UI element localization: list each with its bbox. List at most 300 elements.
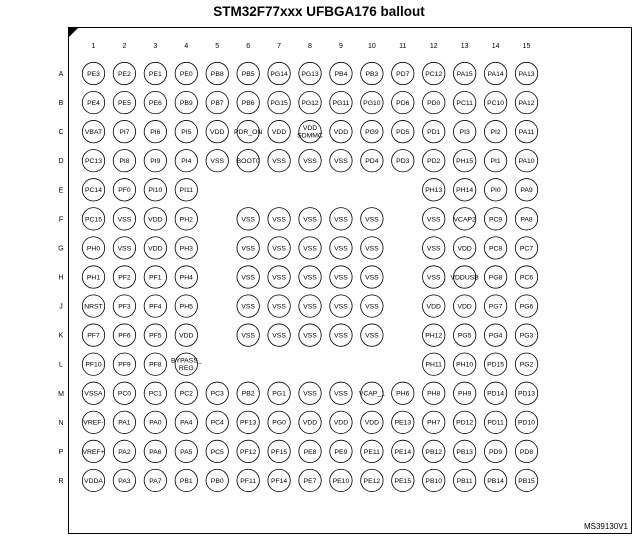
ball: [299, 324, 321, 346]
ball: [175, 266, 197, 288]
ball: [144, 120, 166, 142]
ball-label: VSS: [241, 216, 255, 224]
ball: [423, 208, 445, 230]
ball-label: PH3: [179, 245, 193, 253]
ball: [392, 469, 414, 491]
ball: [515, 179, 537, 201]
ball: [423, 237, 445, 259]
ball-label: VSS: [303, 245, 317, 253]
ball: [515, 208, 537, 230]
ball: [453, 295, 475, 317]
ball-label: PD14: [487, 390, 505, 398]
ball-label: PA11: [518, 129, 535, 137]
ball-label: PD13: [518, 390, 536, 398]
ball-label: PI7: [119, 129, 130, 137]
ball-label: VBAT: [84, 129, 103, 137]
ball: [330, 382, 352, 404]
ball-label: PD5: [396, 129, 410, 137]
ball-label: PA8: [520, 216, 533, 224]
ball: [423, 150, 445, 172]
ball: [82, 440, 104, 462]
ball-label: PG6: [519, 303, 534, 311]
ball-label: PG13: [301, 70, 319, 78]
ball: [330, 411, 352, 433]
ball-label: VSS: [303, 303, 317, 311]
ball-label: PD12: [456, 419, 474, 427]
ball-label: VSS: [117, 216, 132, 224]
ball: [82, 469, 104, 491]
ball-label: VDD: [457, 245, 472, 253]
ball-label: PD15: [487, 361, 505, 369]
ball: [175, 469, 197, 491]
ball-label: VDD: [179, 332, 194, 340]
ball: [82, 208, 104, 230]
ball-label: PF7: [87, 332, 100, 340]
ball: [268, 469, 290, 491]
ball: [515, 469, 537, 491]
ball: [484, 179, 506, 201]
ball-label: PG3: [519, 332, 534, 340]
ball-label: PB15: [518, 477, 535, 485]
ball: [453, 208, 476, 230]
ball-label: PA3: [118, 477, 131, 485]
ball-label: PF8: [149, 361, 162, 369]
ball-label: PE0: [179, 70, 193, 78]
ball-label: PI4: [181, 158, 192, 166]
ball-label: PB2: [241, 390, 255, 398]
ball-label: VDD: [210, 129, 225, 137]
ball-label: PA9: [520, 187, 533, 195]
ball-label: PA12: [518, 99, 535, 107]
ball: [82, 150, 104, 172]
column-label: 10: [367, 43, 376, 50]
ball: [82, 62, 104, 84]
ball: [359, 382, 385, 404]
ball-label: PF0: [118, 187, 131, 195]
ball-label: PE4: [87, 99, 100, 107]
ball: [113, 91, 135, 113]
ball-label: PI2: [490, 129, 501, 137]
ball-label: PC11: [456, 99, 473, 107]
ball: [453, 353, 475, 375]
ball-label: VSS: [303, 274, 317, 282]
ball-label: PC9: [488, 216, 503, 224]
ball: [392, 382, 414, 404]
ball: [423, 324, 445, 346]
ball-label: PG1: [272, 390, 286, 398]
ball: [268, 120, 290, 142]
ball-label: PF1: [149, 274, 162, 282]
ball: [113, 150, 135, 172]
row-label: G: [58, 245, 64, 253]
ball-label: PB8: [210, 70, 224, 78]
ball: [268, 62, 290, 84]
ball-label: PI11: [179, 187, 194, 195]
ball-label: PB9: [179, 99, 193, 107]
ball: [206, 62, 228, 84]
ball: [423, 62, 445, 84]
ball-label: PG14: [270, 70, 288, 78]
ball: [113, 266, 135, 288]
ball: [330, 62, 352, 84]
ball-label: PI3: [459, 129, 470, 137]
row-label: C: [58, 129, 64, 137]
ball-label: PE9: [334, 448, 348, 456]
ball-label: VDDA: [84, 477, 103, 485]
ball: [113, 382, 135, 404]
ball-label: PB10: [425, 477, 443, 485]
ball-label: VSS: [365, 274, 379, 282]
ball-label: VSS: [334, 332, 348, 340]
ball-label: VSS: [426, 245, 441, 253]
ball: [175, 91, 197, 113]
column-label: 9: [338, 43, 343, 50]
ball-label: PE3: [87, 70, 100, 78]
ball-label: PA10: [518, 158, 535, 166]
ball-label: VSS: [426, 274, 441, 282]
ball: [237, 295, 259, 317]
ball: [237, 91, 259, 113]
column-label: 8: [308, 43, 312, 50]
ball-label: PH12: [425, 332, 443, 340]
ball: [453, 91, 475, 113]
ball: [330, 295, 352, 317]
column-label: 3: [153, 43, 158, 50]
ball: [268, 324, 290, 346]
ball-label: PC6: [519, 274, 534, 282]
ball: [484, 62, 506, 84]
ball-label: VSS: [272, 332, 286, 340]
ball: [361, 237, 383, 259]
ball-label: PH0: [86, 245, 101, 253]
ball-label: PF10: [85, 361, 102, 369]
ball: [144, 411, 166, 433]
ball-label: VREF+: [82, 448, 105, 456]
ball: [113, 324, 135, 346]
ball-label: PG15: [270, 99, 288, 107]
ball: [299, 62, 321, 84]
ball-label: PH7: [427, 419, 441, 427]
ball-label: BOOT0: [236, 158, 260, 166]
ball-label: PB13: [456, 448, 473, 456]
ball-label: PH6: [396, 390, 410, 398]
ball-label: VSS: [210, 158, 225, 166]
ball-label: PG8: [488, 274, 503, 282]
ball-label: PH13: [425, 187, 443, 195]
ball-label: PG0: [272, 419, 286, 427]
ball-label: VSS: [365, 245, 379, 253]
ball: [82, 91, 104, 113]
ball: [484, 120, 506, 142]
ball: [144, 237, 166, 259]
ball: [299, 91, 321, 113]
ball-label: PF12: [240, 448, 257, 456]
ball-label: PG10: [363, 99, 381, 107]
ball: [423, 179, 445, 201]
ball-label: PB7: [210, 99, 224, 107]
ball: [330, 120, 352, 142]
ball: [392, 120, 414, 142]
ball-label: PE11: [363, 448, 380, 456]
ball-label: VSS: [303, 216, 317, 224]
ball: [82, 324, 104, 346]
ball: [361, 440, 383, 462]
ball: [484, 295, 506, 317]
ball: [144, 353, 166, 375]
ball-label: PH10: [456, 361, 474, 369]
ball: [484, 440, 506, 462]
ball: [423, 266, 445, 288]
ball-label: PF13: [240, 419, 257, 427]
ball: [234, 120, 262, 142]
ball-label: PE10: [332, 477, 350, 485]
column-label: 13: [460, 43, 469, 50]
ball: [144, 324, 166, 346]
ball-label: NRST: [84, 303, 103, 311]
ball-label: VDD: [271, 129, 287, 137]
ball: [175, 150, 197, 172]
ball-label: PA13: [518, 70, 535, 78]
ball-label: PD2: [427, 158, 441, 166]
ball: [484, 324, 506, 346]
ball-label: VDD: [148, 216, 163, 224]
ball-label: BYPASS_: [171, 357, 202, 365]
ball-label: PG2: [519, 361, 534, 369]
ball: [515, 120, 537, 142]
ball-label: PA2: [118, 448, 131, 456]
ball-label: PF5: [149, 332, 162, 340]
ball: [144, 440, 166, 462]
ball: [423, 469, 445, 491]
ball-label: PA7: [149, 477, 162, 485]
ball-label: PC4: [210, 419, 224, 427]
ball: [423, 353, 445, 375]
ball-label: VCAP_1: [358, 390, 385, 398]
ball-label: PE6: [148, 99, 162, 107]
ball: [237, 324, 259, 346]
ball: [268, 91, 290, 113]
ball-label: VCAP2: [453, 216, 476, 224]
ball-label: PF9: [118, 361, 131, 369]
ball: [515, 411, 537, 433]
ball-label: VSSA: [84, 390, 103, 398]
ball: [206, 91, 228, 113]
ball: [237, 237, 259, 259]
ball: [206, 120, 228, 142]
ball-label: VSS: [241, 332, 255, 340]
ball: [206, 469, 228, 491]
ball: [484, 91, 506, 113]
ball-label: VSS: [426, 216, 441, 224]
ball: [453, 62, 475, 84]
ball-label: PI8: [119, 158, 130, 166]
ball: [392, 411, 414, 433]
ball-label: VSS: [365, 332, 379, 340]
ball: [113, 469, 135, 491]
ball-label: VSS: [334, 158, 348, 166]
ball: [515, 150, 537, 172]
ball: [392, 440, 414, 462]
ball-label: PH11: [425, 361, 442, 369]
ball: [113, 62, 135, 84]
row-label: L: [59, 361, 63, 369]
ball-label: PC7: [519, 245, 534, 253]
ball-label: PC12: [425, 70, 443, 78]
ball-label: PH1: [86, 274, 101, 282]
column-label: 12: [429, 43, 438, 50]
ball-label: PF11: [240, 477, 257, 485]
ball-label: PC1: [148, 390, 162, 398]
ball-label: PH9: [458, 390, 472, 398]
row-label: F: [58, 216, 64, 224]
ball-label: PD11: [487, 419, 504, 427]
ball-label: PE12: [363, 477, 381, 485]
ball: [268, 208, 290, 230]
row-label: E: [58, 187, 64, 195]
ball: [330, 150, 352, 172]
ball: [330, 469, 352, 491]
ball-label: PB12: [425, 448, 443, 456]
ball: [299, 440, 321, 462]
ball: [175, 382, 197, 404]
ball-label: VSS: [272, 158, 286, 166]
ball-label: PH14: [456, 187, 474, 195]
ball-label: VSS: [241, 303, 255, 311]
ball-label: PH15: [456, 158, 474, 166]
ball: [453, 440, 475, 462]
ball: [484, 208, 506, 230]
ball: [144, 295, 166, 317]
ball: [268, 295, 290, 317]
ball: [82, 382, 104, 404]
ball-label: PG9: [365, 129, 379, 137]
ball-label: PB14: [487, 477, 504, 485]
ball: [453, 237, 475, 259]
ball: [175, 62, 197, 84]
ball: [515, 353, 537, 375]
ball: [453, 150, 475, 172]
ball-label: PA4: [180, 419, 193, 427]
ball: [361, 295, 383, 317]
ball-label: VDD: [457, 303, 472, 311]
ball: [361, 62, 383, 84]
ball: [423, 120, 445, 142]
ball-label: VSS: [272, 245, 286, 253]
ball: [206, 411, 228, 433]
ball-label: PB6: [241, 99, 255, 107]
ball-label: PG5: [457, 332, 472, 340]
ball: [392, 150, 414, 172]
ball-label: PDR_ON: [233, 129, 263, 137]
ball: [361, 266, 383, 288]
diagram-title: STM32F77xxx UFBGA176 ballout: [213, 4, 425, 19]
ball: [361, 150, 383, 172]
ball: [361, 120, 383, 142]
ball-label: VDD: [302, 124, 318, 132]
ball-label: VDD: [333, 419, 349, 427]
figure-reference: MS39130V1: [583, 522, 628, 531]
ball-label: PB1: [179, 477, 193, 485]
ball-label: PB5: [241, 70, 255, 78]
ball-label: PH8: [427, 390, 441, 398]
ball-label: VDD: [364, 419, 380, 427]
ball-label: PI5: [181, 129, 192, 137]
row-label: P: [58, 448, 64, 456]
ball: [113, 411, 135, 433]
ball: [206, 382, 228, 404]
ball-label: PH2: [179, 216, 193, 224]
ball-label: VDDUSB: [450, 274, 479, 282]
column-label: 6: [246, 43, 251, 50]
ball-label: VSS: [334, 245, 348, 253]
ball-label: PB11: [456, 477, 473, 485]
ball-label: VSS: [303, 390, 317, 398]
ball: [171, 353, 202, 375]
ball: [515, 237, 537, 259]
ball-label: PA15: [456, 70, 473, 78]
ball: [113, 295, 135, 317]
ball: [206, 440, 228, 462]
row-label: A: [58, 71, 64, 78]
ball: [299, 382, 321, 404]
column-label: 2: [122, 43, 127, 50]
ball-label: PE13: [394, 419, 412, 427]
ball-label: VDD: [333, 129, 349, 137]
ball: [82, 411, 104, 433]
ball-label: PC0: [117, 390, 132, 398]
ball-label: VSS: [334, 274, 348, 282]
ball: [484, 469, 506, 491]
ball-label: PB0: [210, 477, 224, 485]
ball-label: PD6: [396, 99, 410, 107]
row-label: R: [58, 477, 64, 485]
ball: [484, 353, 506, 375]
ball: [299, 237, 321, 259]
ball-label: PB4: [334, 70, 348, 78]
ball: [330, 91, 352, 113]
ball: [423, 295, 445, 317]
ball: [237, 440, 259, 462]
ball: [144, 382, 166, 404]
pin1-corner-marker: [68, 27, 79, 38]
ball: [113, 179, 135, 201]
ball: [82, 120, 104, 142]
ball-label: PI1: [490, 158, 501, 166]
ball: [453, 179, 475, 201]
ball: [392, 91, 414, 113]
ball-label: PD0: [427, 99, 441, 107]
ball: [82, 295, 104, 317]
ball: [175, 295, 197, 317]
ball: [237, 150, 260, 172]
ball: [453, 120, 475, 142]
ball: [361, 91, 383, 113]
ball: [113, 440, 135, 462]
ball-label: PH5: [179, 303, 193, 311]
ball: [268, 237, 290, 259]
ball: [175, 440, 197, 462]
ball: [144, 91, 166, 113]
ball: [515, 382, 537, 404]
ball-label: PE7: [303, 477, 317, 485]
ball-label: PG7: [488, 303, 503, 311]
ball: [82, 266, 104, 288]
ball-label: VSS: [241, 245, 255, 253]
ball: [82, 179, 104, 201]
ball: [453, 411, 475, 433]
ball: [423, 411, 445, 433]
ball-label: PC15: [84, 216, 103, 224]
